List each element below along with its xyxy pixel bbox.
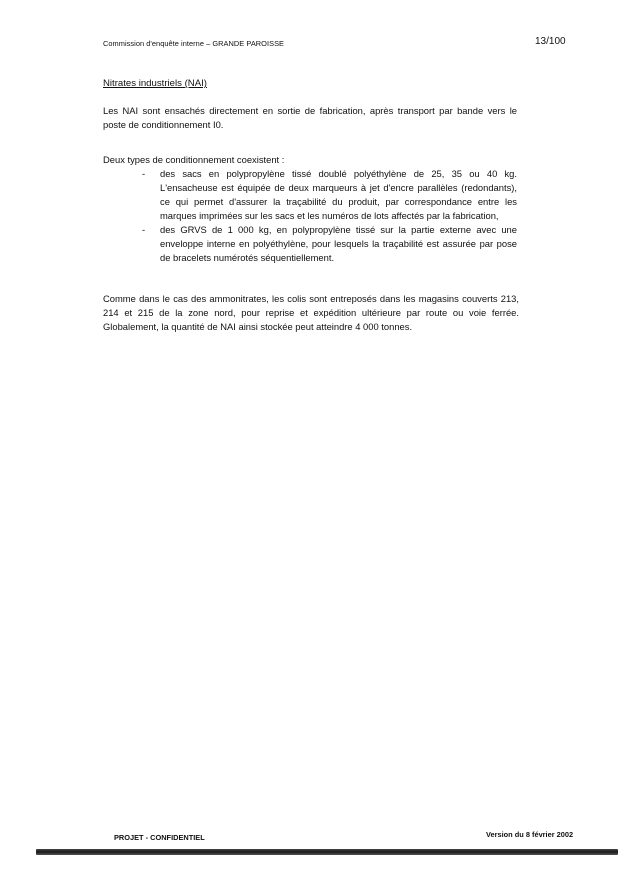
bullet-dash: -	[142, 168, 146, 179]
bullet-dash: -	[142, 224, 146, 235]
footer-rule	[36, 849, 618, 855]
footer-version: Version du 8 février 2002	[486, 830, 574, 839]
list-item	[103, 167, 517, 223]
paragraph-types: Deux types de conditionnement coexistent :	[103, 154, 285, 165]
header-title: Commission d'enquête interne – GRANDE PAROISSE	[103, 39, 285, 48]
list-item-text: des sacs en polypropylène tissé doublé polyéthylène de 25, 35 ou 40 kg. L'ensacheuse est équipée de deux marqueurs à jet d'encre parallèles (redondants), ce qui permet d'assurer la traçabilité du produit, par correspondance entre les marques imprimées sur les sacs et les numéros de lots affectés par la fabrication,	[160, 168, 517, 221]
footer-confidential: PROJET - CONFIDENTIEL	[114, 833, 205, 842]
list-item	[103, 223, 517, 265]
page-number: 13/100	[535, 36, 566, 47]
section-title: Nitrates industriels (NAI)	[103, 78, 207, 89]
paragraph-intro: Les NAI sont ensachés directement en sortie de fabrication, après transport par bande vers le poste de conditionnement I0.	[103, 105, 517, 130]
paragraph-storage: Comme dans le cas des ammonitrates, les colis sont entreposés dans les magasins couverts 213, 214 et 215 de la zone nord, pour reprise et expédition ultérieure par route ou voie ferrée. Globalement, la quantité de NAI ainsi stockée peut atteindre 4 000 tonnes.	[103, 293, 519, 332]
list-item-text: des GRVS de 1 000 kg, en polypropylène tissé sur la partie externe avec une enveloppe interne en polyéthylène, pour lesquels la traçabilité est assurée par pose de bracelets numérotés séquentiellement.	[160, 224, 517, 263]
packaging-list	[103, 167, 517, 265]
